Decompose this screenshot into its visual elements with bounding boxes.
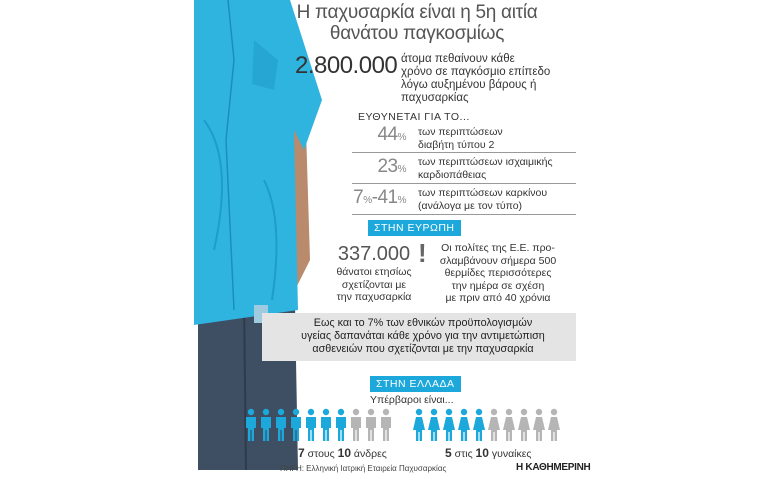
woman-figure-icon [412, 408, 426, 442]
brand-logo: Η ΚΑΘΗΜΕΡΙΝΗ [516, 462, 591, 473]
divider [352, 183, 576, 184]
europe-note-line: σλαμβάνουν σήμερα 500 [439, 254, 557, 267]
stat-desc-line: (ανάλογα με τον τύπο) [418, 199, 523, 212]
stat-diabetes-value [356, 124, 406, 146]
europe-deaths-desc [330, 266, 418, 304]
stat-desc-line: των περιπτώσεων ισχαιμικής [418, 156, 553, 168]
headline-desc-line: λόγω αυξημένου βάρους ή [401, 79, 537, 91]
stat-desc-line: καρδιοπάθειας [418, 168, 487, 181]
stat-unit: % [397, 164, 406, 175]
stat-heart-desc [418, 156, 553, 181]
stat-unit: % [363, 195, 372, 206]
man-figure-icon [319, 408, 333, 442]
stat-desc-line: των περιπτώσεων καρκίνου [418, 187, 548, 199]
men-count-suffix: άνδρες [351, 448, 387, 460]
men-count-num: 7 [298, 446, 305, 460]
europe-desc-line: την παχυσαρκία [336, 291, 412, 303]
women-count-suffix: γυναίκες [488, 448, 532, 460]
women-figures [412, 408, 561, 442]
man-figure-icon [379, 408, 393, 442]
woman-figure-icon [547, 408, 561, 442]
women-count-total: 10 [475, 446, 489, 460]
divider [352, 214, 576, 215]
woman-figure-icon [487, 408, 501, 442]
headline-desc-line: χρόνο σε παγκόσμιο επίπεδο [401, 66, 551, 78]
woman-figure-icon [442, 408, 456, 442]
page-title [258, 2, 576, 44]
women-count-mid: στις [451, 448, 476, 460]
stat-value: -41 [371, 187, 398, 208]
europe-note [424, 242, 572, 305]
budget-line: ασθενειών που σχετίζονται με την παχυσαρκία [312, 343, 534, 355]
exclamation-icon: ! [418, 238, 427, 268]
budget-line: υγείας δαπανάται κάθε χρόνο για την αντιμετώπιση [301, 330, 545, 342]
man-figure-icon [289, 408, 303, 442]
europe-note-line: Οι πολίτες της Ε.Ε. προ- [441, 242, 555, 254]
stat-desc-line: διαβήτη τύπου 2 [418, 138, 495, 151]
budget-line: Εως και το 7% των εθνικών προϋπολογισμών [313, 317, 533, 329]
women-count-num: 5 [445, 446, 452, 460]
stat-unit: % [397, 195, 406, 206]
europe-desc-line: θάνατοι ετησίως [336, 266, 412, 278]
stat-heart-value [356, 156, 406, 178]
men-figures [244, 408, 393, 442]
stat-unit: % [397, 132, 406, 143]
headline-desc-line: άτομα πεθαίνουν κάθε [401, 53, 515, 65]
headline-desc-line: παχυσαρκίας [401, 92, 469, 104]
title-line-1: Η παχυσαρκία είναι η 5η αιτία [296, 2, 538, 23]
budget-text [278, 317, 568, 356]
stat-desc-line: των περιπτώσεων [418, 126, 503, 138]
stat-diabetes-desc [418, 126, 503, 151]
stat-cancer-desc [418, 187, 547, 212]
man-figure-icon [244, 408, 258, 442]
stat-value: 7 [353, 187, 364, 208]
stat-cancer-value [344, 187, 406, 209]
woman-figure-icon [472, 408, 486, 442]
headline-description [401, 53, 581, 105]
man-figure-icon [349, 408, 363, 442]
stat-value: 23 [377, 156, 398, 177]
women-count [445, 446, 531, 460]
men-count-total: 10 [337, 446, 352, 460]
greece-badge: ΣΤΗΝ ΕΛΛΑΔΑ [370, 376, 461, 392]
europe-note-line: με πριν από 40 χρόνια [445, 292, 551, 304]
europe-badge: ΣΤΗΝ ΕΥΡΩΠΗ [368, 220, 461, 236]
woman-figure-icon [502, 408, 516, 442]
woman-figure-icon [457, 408, 471, 442]
woman-figure-icon [427, 408, 441, 442]
europe-note-line: θερμίδες περισσότερες [444, 267, 552, 279]
men-count [298, 446, 387, 460]
headline-number: 2.800.000 [295, 52, 398, 79]
men-count-mid: στους [304, 448, 338, 460]
stat-value: 44 [377, 124, 398, 145]
man-figure-icon [334, 408, 348, 442]
overweight-label: Υπέρβαροι είναι... [370, 394, 454, 406]
source-text: ΠΗΓΗ: Ελληνική Ιατρική Εταιρεία Παχυσαρκίας [280, 464, 447, 473]
europe-note-line: την ημέρα σε σχέση [451, 279, 545, 292]
europe-desc-line: σχετίζονται με [341, 278, 407, 291]
title-line-2: θανάτου παγκοσμίως [329, 23, 505, 44]
man-figure-icon [304, 408, 318, 442]
responsible-label: ΕΥΘΥΝΕΤΑΙ ΓΙΑ ΤΟ... [358, 111, 470, 123]
man-figure-icon [364, 408, 378, 442]
divider [352, 152, 576, 153]
woman-figure-icon [532, 408, 546, 442]
man-figure-icon [259, 408, 273, 442]
europe-deaths-number: 337.000 [337, 243, 411, 265]
woman-figure-icon [517, 408, 531, 442]
man-figure-icon [274, 408, 288, 442]
